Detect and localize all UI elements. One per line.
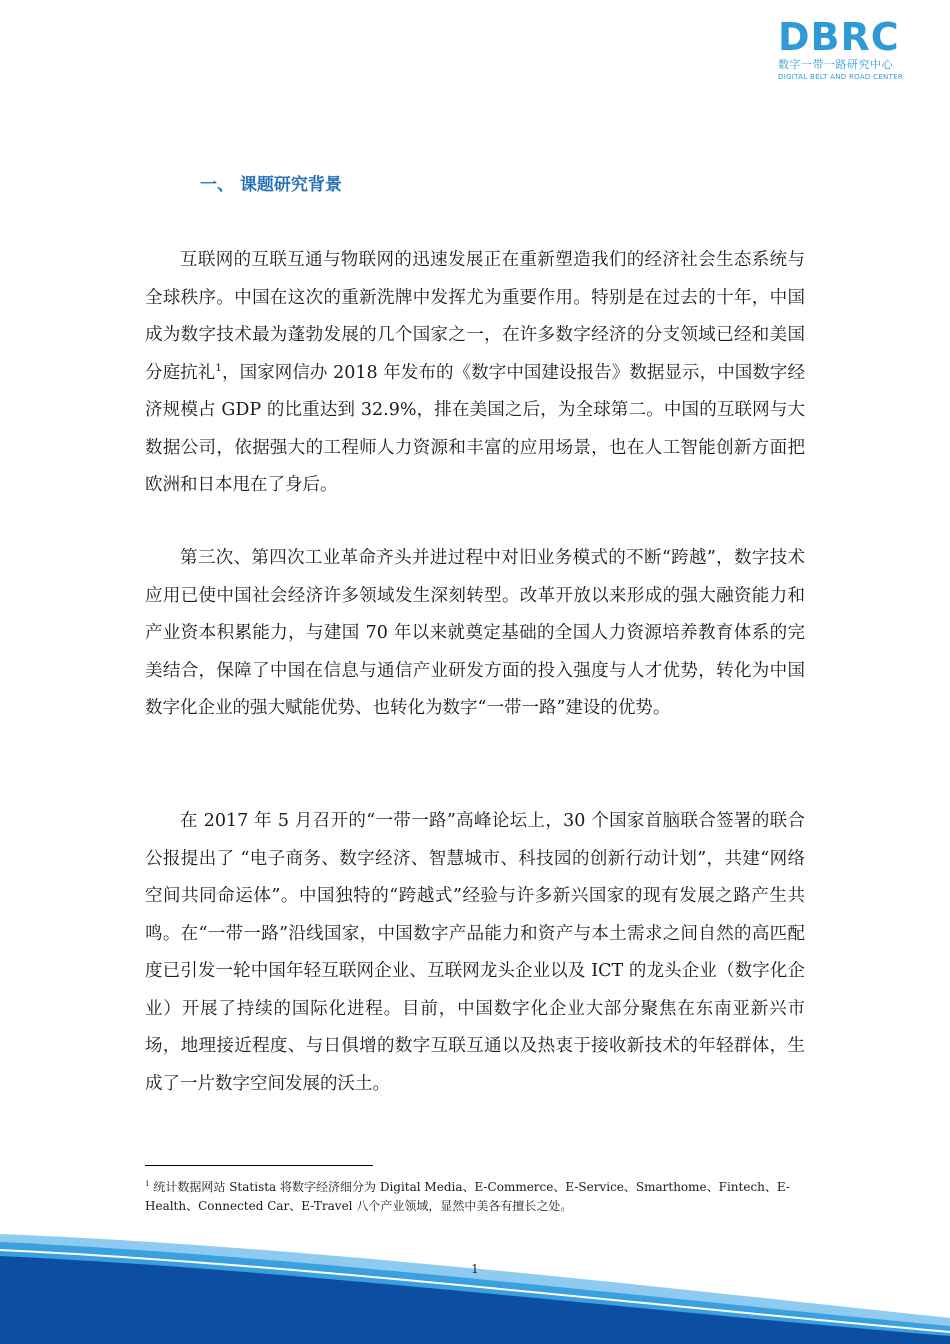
paragraph-text: ，国家网信办 2018 年发布的《数字中国建设报告》数据显示，中国数字经济规模占 GDP 的比重达到 32.9%，排在美国之后，为全球第二。中国的互联网与大数据公司，依据强大的工程师人力资源和丰富的应用场景，也在人工智能创新方面把欧洲和日本甩在了身后。 (145, 362, 805, 495)
footnote (145, 1178, 810, 1216)
paragraph-belt-and-road (145, 803, 805, 1103)
logo-english-name: DIGITAL BELT AND ROAD CENTER (778, 73, 904, 81)
dbrc-logo (778, 15, 928, 82)
paragraph-text: 在 2017 年 5 月召开的“一带一路”高峰论坛上，30 个国家首脑联合签署的联合公报提出了 “电子商务、数字经济、智慧城市、科技园的创新行动计划”，共建“网络空间共同命运体”。中国独特的“跨越式”经验与许多新兴国家的现有发展之路产生共鸣。在“一带一路”沿线国家，中国数字产品能力和资产与本土需求之间自然的高匹配度已引发一轮中国年轻互联网企业、互联网龙头企业以及 ICT 的龙头企业（数字化企业）开展了持续的国际化进程。目前，中国数字化企业大部分聚焦在东南亚新兴市场，地理接近程度、与日俱增的数字互联互通以及热衷于接收新技术的年轻群体，生成了一片数字空间发展的沃土。 (145, 811, 805, 1094)
footnote-text: 统计数据网站 Statista 将数字经济细分为 Digital Media、E-Commerce、E-Service、Smarthome、Fintech、E-Health、Connected Car、E-Travel 八个产业领域，显然中美各有擅长之处。 (145, 1180, 790, 1213)
footnote-reference[interactable]: 1 (215, 361, 222, 374)
footnote-marker: 1 (145, 1179, 150, 1188)
footnote-divider (145, 1165, 373, 1166)
paragraph-text: 互联网的互联互通与物联网的迅速发展正在重新塑造我们的经济社会生态系统与全球秩序。中国在这次的重新洗牌中发挥尤为重要作用。特别是在过去的十年，中国成为数字技术最为蓬勃发展的几个国家之一，在许多数字经济的分支领域已经和美国分庭抗礼 (145, 250, 805, 383)
paragraph-text: 第三次、第四次工业革命齐头并进过程中对旧业务模式的不断“跨越”，数字技术应用已使中国社会经济许多领域发生深刻转型。改革开放以来形成的强大融资能力和产业资本积累能力，与建国 70 年以来就奠定基础的全国人力资源培养教育体系的完美结合，保障了中国在信息与通信产业研发方面的投入强度与人才优势，转化为中国数字化企业的强大赋能优势、也转化为数字“一带一路”建设的优势。 (145, 548, 805, 718)
section-heading: 一、 课题研究背景 (200, 175, 342, 195)
logo-chinese-name: 数字一带一路研究中心 (778, 58, 893, 71)
paragraph-background (145, 242, 805, 505)
paragraph-industrial-revolution (145, 540, 805, 728)
logo-wordmark: DBRC (778, 15, 900, 59)
page-number: 1 (471, 1262, 479, 1276)
footer-wave-decoration (0, 1226, 950, 1344)
